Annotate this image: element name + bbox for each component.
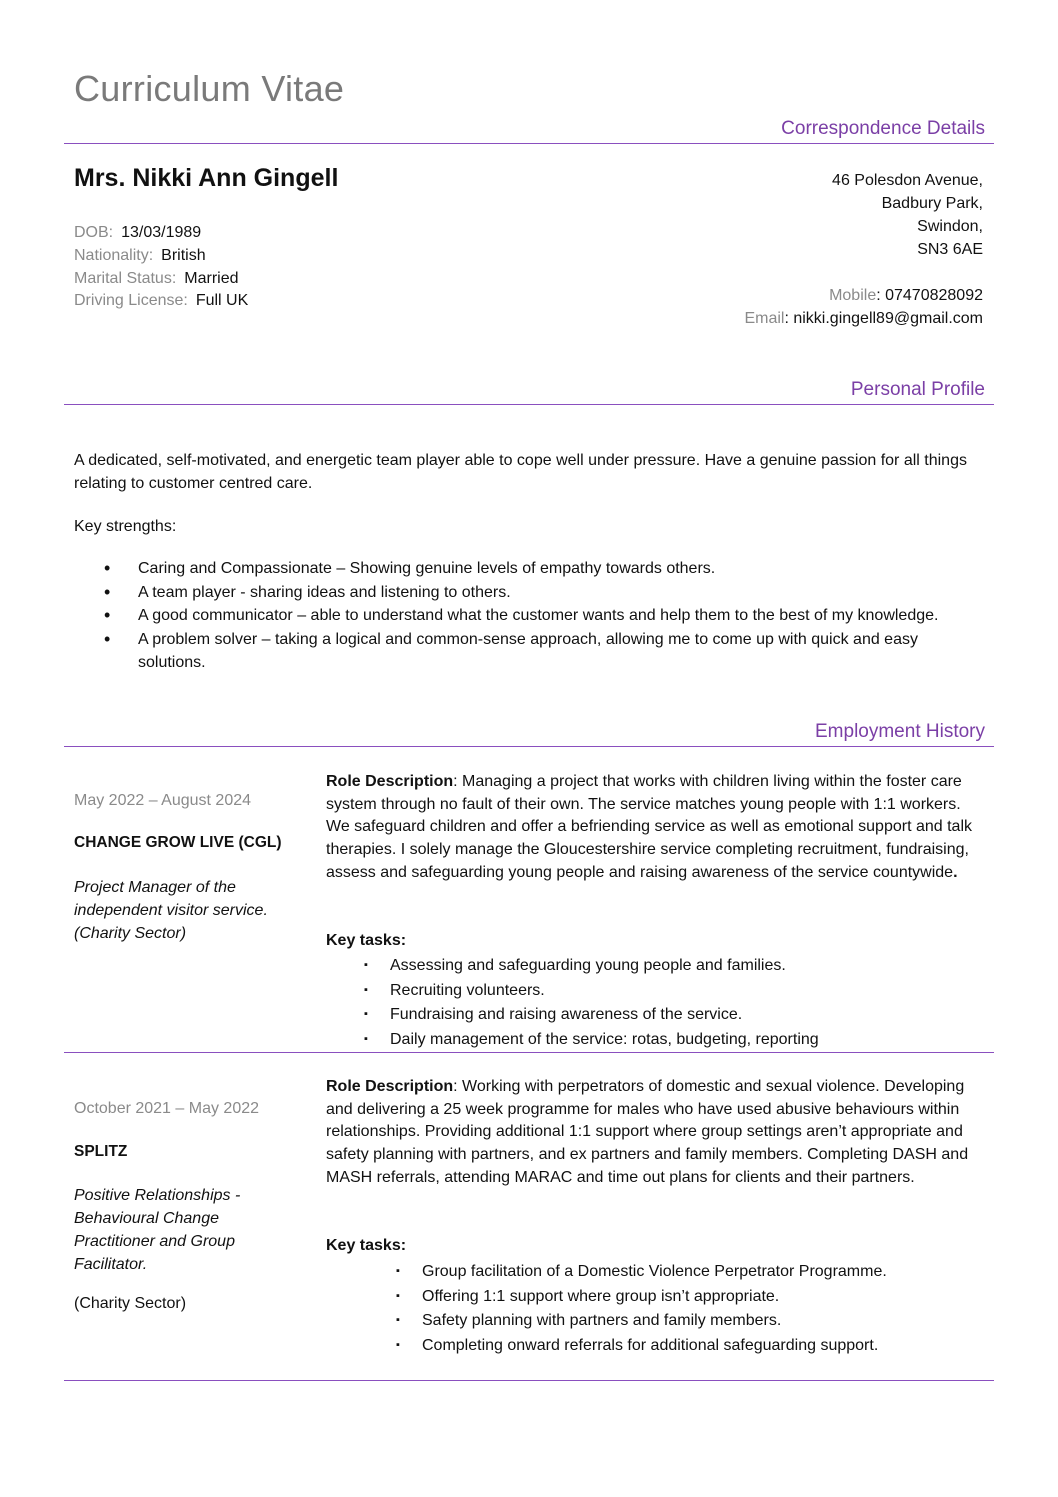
- detail-value: Full UK: [195, 292, 249, 309]
- profile-paragraph: A dedicated, self-motivated, and energetic team player able to cope well under pressure. Have a genuine passion for all things relating to customer centred care.: [74, 452, 967, 492]
- job-role: Positive Relationships - Behavioural Change Practitioner and Group Facilitator.: [74, 1187, 241, 1273]
- list-item: ▪ Recruiting volunteers.: [364, 979, 819, 1004]
- detail-value: Married: [184, 270, 239, 287]
- job-dates: May 2022 – August 2024: [74, 792, 252, 809]
- section-heading-employment: Employment History: [815, 721, 985, 742]
- section-heading-profile: Personal Profile: [850, 379, 985, 400]
- list-item: ▪ Safety planning with partners and family members.: [396, 1309, 887, 1334]
- job-divider: [64, 1052, 994, 1053]
- role-description-label: Role Description: [326, 1078, 454, 1095]
- job-dates: October 2021 – May 2022: [74, 1100, 260, 1117]
- key-tasks-label: Key tasks:: [326, 1237, 407, 1254]
- key-strengths-label: Key strengths:: [74, 518, 177, 535]
- role-description-label: Role Description: [326, 773, 454, 790]
- section-heading-correspondence: Correspondence Details: [781, 118, 985, 139]
- address-line: SN3 6AE: [917, 241, 983, 258]
- list-item: ▪ Daily management of the service: rotas, budgeting, reporting: [364, 1028, 819, 1053]
- contact-mobile: [829, 287, 983, 305]
- email-label: Email: [744, 310, 785, 327]
- address-line: Swindon,: [917, 218, 983, 235]
- detail-label: Marital Status:: [74, 270, 177, 287]
- job-role: Project Manager of the independent visitor service. (Charity Sector): [74, 879, 268, 942]
- list-item: • Caring and Compassionate – Showing genuine levels of empathy towards others.: [104, 557, 984, 581]
- email-value: : nikki.gingell89@gmail.com: [784, 310, 983, 327]
- list-item: • A problem solver – taking a logical and common-sense approach, allowing me to come up with quick and easy solutions.: [104, 628, 984, 675]
- list-item: ▪ Group facilitation of a Domestic Violence Perpetrator Programme.: [396, 1260, 887, 1285]
- role-description-text: : Managing a project that works with children living within the foster care system through no fault of their own. The service matches young people with 1:1 workers. We safeguard children and offer a befriending service as well as emotional support and talk therapies. I solely manage the Gloucestershire service completing recruitment, fundraising, assess and safeguarding young people and raising awareness of the service countywide: [326, 773, 973, 881]
- person-name: Mrs. Nikki Ann Gingell: [74, 164, 339, 192]
- section-divider: [64, 143, 994, 144]
- key-tasks-list: [364, 954, 819, 1052]
- address-line: Badbury Park,: [881, 195, 983, 212]
- detail-driving-license: [74, 292, 248, 310]
- job-divider: [64, 1380, 994, 1381]
- role-description-end: .: [953, 863, 958, 881]
- mobile-label: Mobile: [829, 287, 877, 304]
- section-divider: [64, 746, 994, 747]
- detail-label: DOB:: [74, 224, 114, 241]
- role-description-text: : Working with perpetrators of domestic and sexual violence. Developing and delivering a 25 week programme for males who have used abusive behaviours within relationships. Providing additional 1:1 support where group settings aren’t appropriate and safety planning with partners, and ex partners and family members. Completing DASH and MASH referrals, attending MARAC and time out plans for clients and their partners.: [326, 1078, 969, 1186]
- detail-nationality: [74, 247, 206, 265]
- list-item: ▪ Offering 1:1 support where group isn’t appropriate.: [396, 1285, 887, 1310]
- section-divider: [64, 404, 994, 405]
- contact-email: [744, 310, 983, 328]
- detail-dob: [74, 224, 201, 242]
- job-role-description: [326, 771, 986, 885]
- list-item: ▪ Completing onward referrals for additional safeguarding support.: [396, 1334, 887, 1359]
- detail-label: Driving License:: [74, 292, 188, 309]
- list-item: • A good communicator – able to understand what the customer wants and help them to the best of my knowledge.: [104, 604, 984, 628]
- job-organisation: SPLITZ: [74, 1143, 128, 1160]
- job-role-description: [326, 1076, 986, 1190]
- list-item: • A team player - sharing ideas and listening to others.: [104, 581, 984, 605]
- job-sector: (Charity Sector): [74, 1295, 187, 1312]
- detail-marital-status: [74, 270, 239, 288]
- detail-value: 13/03/1989: [121, 224, 202, 241]
- postal-address: [832, 169, 983, 261]
- address-line: 46 Polesdon Avenue,: [832, 172, 983, 189]
- key-tasks-list: [396, 1260, 887, 1358]
- detail-value: British: [161, 247, 206, 264]
- strengths-list: [104, 557, 984, 675]
- detail-label: Nationality:: [74, 247, 154, 264]
- list-item: ▪ Assessing and safeguarding young people and families.: [364, 954, 819, 979]
- job-organisation: CHANGE GROW LIVE (CGL): [74, 834, 282, 851]
- key-tasks-label: Key tasks:: [326, 932, 407, 949]
- list-item: ▪ Fundraising and raising awareness of the service.: [364, 1003, 819, 1028]
- document-title: Curriculum Vitae: [74, 68, 345, 109]
- mobile-value: : 07470828092: [876, 287, 983, 304]
